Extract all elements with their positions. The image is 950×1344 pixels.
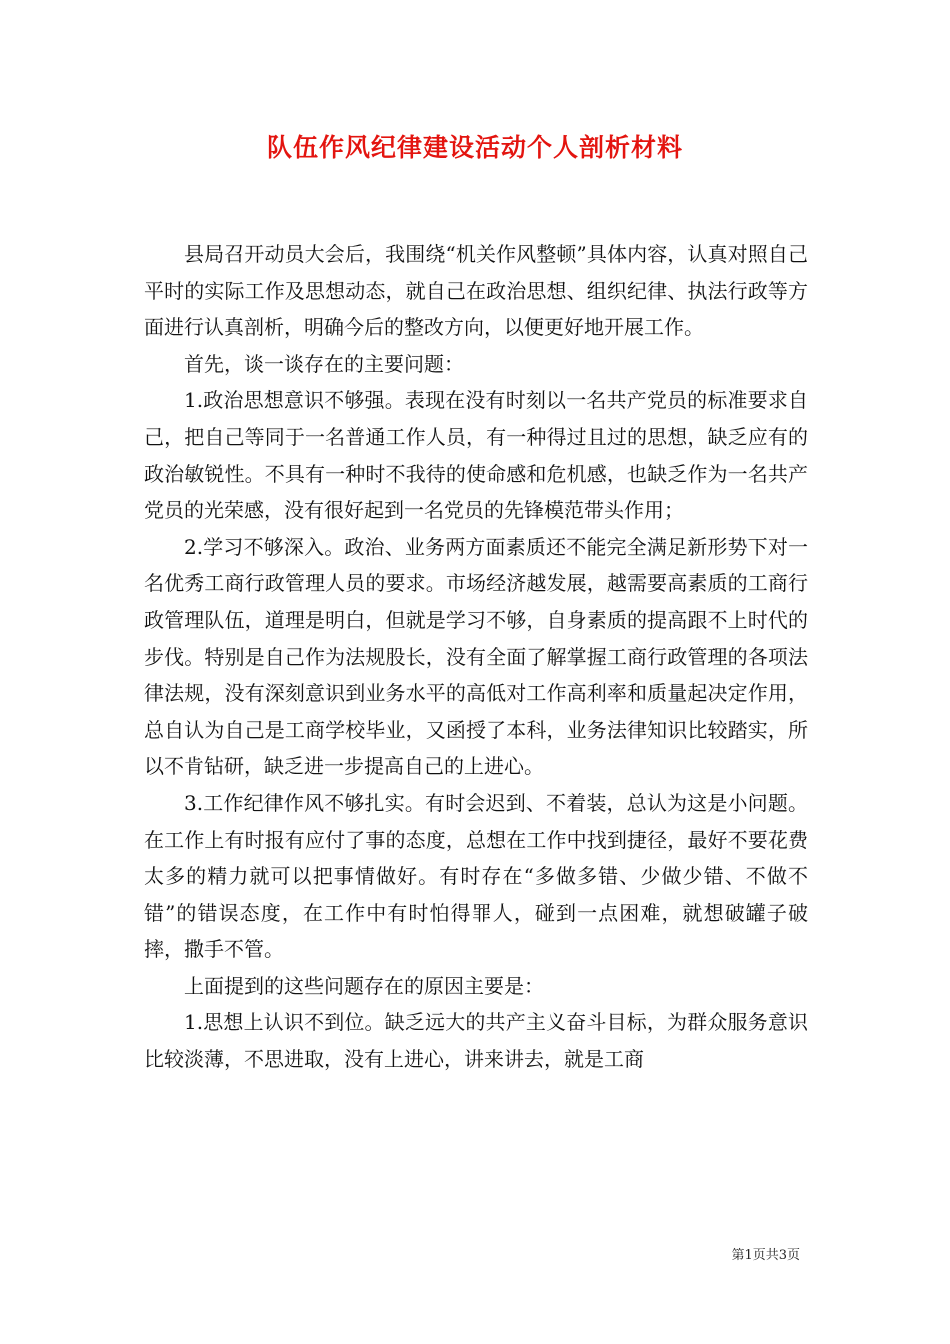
paragraph-problem-3: 3.工作纪律作风不够扎实。有时会迟到、不着装，总认为这是小问题。在工作上有时报有应付了事的态度，总想在工作中找到捷径，最好不要花费太多的精力就可以把事情做好。有时存在“多做多错、少做少错、不做不错”的错误态度，在工作中有时怕得罪人，碰到一点困难，就想破罐子破摔，撒手不管。: [144, 790, 808, 962]
paragraph-causes-heading: 上面提到的这些问题存在的原因主要是：: [184, 973, 544, 998]
paragraph-problem-1: 1.政治思想意识不够强。表现在没有时刻以一名共产党员的标准要求自己，把自己等同于一名普通工作人员，有一种得过且过的思想，缺乏应有的政治敏锐性。不具有一种时不我待的使命感和危机感，也缺乏作为一名共产党员的光荣感，没有很好起到一名党员的先锋模范带头作用；: [144, 388, 808, 523]
document-title: 队伍作风纪律建设活动个人剖析材料: [266, 133, 683, 162]
document-body: [144, 236, 808, 1078]
paragraph-problem-2: 2.学习不够深入。政治、业务两方面素质还不能完全满足新形势下对一名优秀工商行政管理人员的要求。市场经济越发展，越需要高素质的工商行政管理队伍，道理是明白，但就是学习不够，自身素质的提高跟不上时代的步伐。特别是自己作为法规股长，没有全面了解掌握工商行政管理的各项法律法规，没有深刻意识到业务水平的高低对工作高利率和质量起决定作用，总自认为自己是工商学校毕业，又函授了本科，业务法律知识比较踏实，所以不肯钻研，缺乏进一步提高自己的上进心。: [144, 534, 808, 779]
paragraph-intro: 县局召开动员大会后，我围绕“机关作风整顿”具体内容，认真对照自己平时的实际工作及思想动态，就自己在政治思想、组织纪律、执法行政等方面进行认真剖析，明确今后的整改方向，以便更好地开展工作。: [144, 242, 808, 340]
paragraph-cause-1: 1.思想上认识不到位。缺乏远大的共产主义奋斗目标，为群众服务意识比较淡薄，不思进取，没有上进心，讲来讲去，就是工商: [144, 1010, 808, 1072]
paragraph-problems-heading: 首先，谈一谈存在的主要问题：: [184, 351, 464, 376]
page-number: 第1页共3页: [731, 1248, 800, 1263]
